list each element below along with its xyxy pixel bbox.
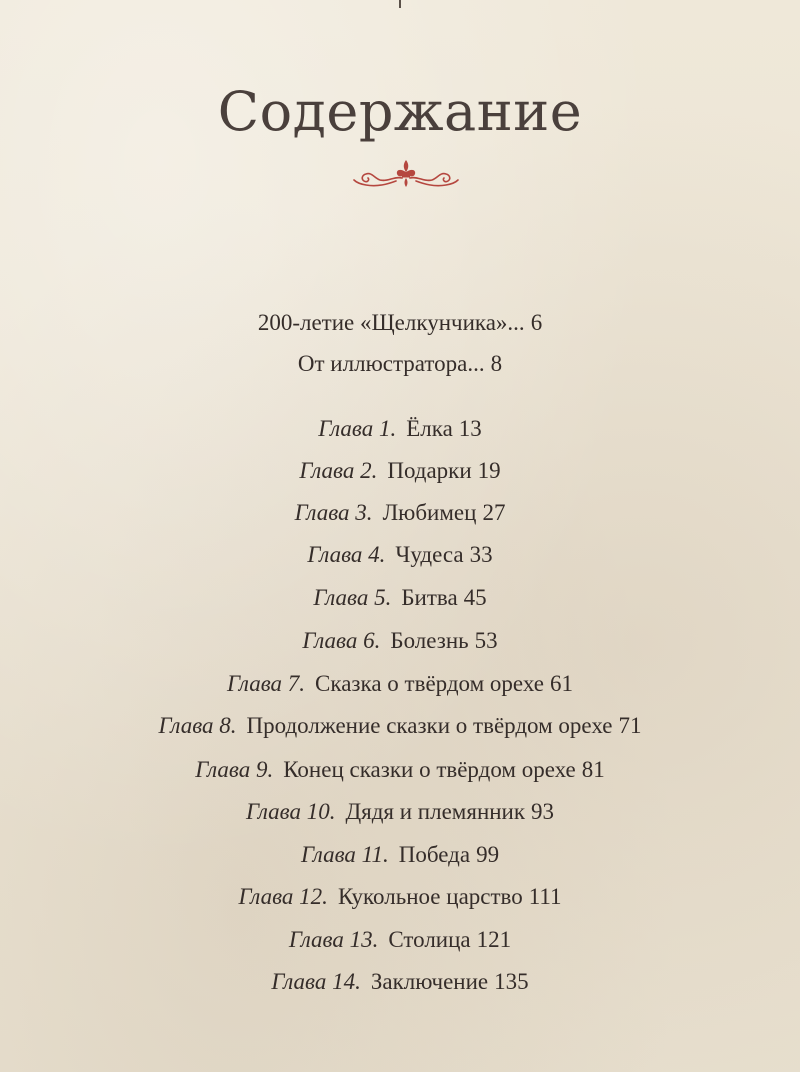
toc-entry-title: Продолжение сказки о твёрдом орехе bbox=[246, 713, 613, 738]
toc-entry-title: Кукольное царство bbox=[337, 884, 523, 909]
toc-entry-title: Подарки bbox=[387, 458, 472, 483]
toc-entry-title: Любимец bbox=[382, 500, 477, 525]
toc-chapter-number: Глава 13. bbox=[288, 927, 379, 952]
toc-entry-page: 19 bbox=[477, 458, 501, 483]
ornament-flourish-icon bbox=[350, 154, 462, 194]
toc-entry-title: От иллюстратора... bbox=[297, 351, 485, 376]
toc-entry-page: 61 bbox=[549, 671, 573, 696]
toc-entry-page: 81 bbox=[581, 757, 605, 782]
toc-chapter-number: Глава 5. bbox=[313, 585, 392, 610]
toc-entry-chapter-2 bbox=[0, 457, 800, 485]
toc-chapter-number: Глава 7. bbox=[227, 671, 306, 696]
top-mark bbox=[399, 0, 401, 8]
toc-entry-page: 27 bbox=[482, 500, 506, 525]
toc-entry-page: 99 bbox=[476, 842, 500, 867]
toc-chapter-number: Глава 12. bbox=[238, 884, 328, 909]
toc-chapter-number: Глава 11. bbox=[300, 842, 389, 867]
toc-entry-page: 13 bbox=[458, 416, 482, 441]
toc-entry-chapter-8 bbox=[0, 712, 800, 740]
toc-entry-page: 8 bbox=[490, 351, 503, 376]
toc-entry-title: 200-летие «Щелкунчика»... bbox=[257, 310, 525, 335]
toc-chapter-number: Глава 2. bbox=[299, 458, 378, 483]
toc-entry-title: Чудеса bbox=[395, 542, 464, 567]
toc-entry-chapter-9 bbox=[0, 756, 800, 784]
toc-chapter-number: Глава 14. bbox=[271, 969, 361, 994]
toc-chapter-number: Глава 6. bbox=[302, 628, 381, 653]
toc-entry-title: Битва bbox=[401, 585, 458, 610]
toc-entry-title: Ёлка bbox=[406, 416, 453, 441]
toc-entry-chapter-13 bbox=[0, 926, 800, 954]
toc-entry-title: Конец сказки о твёрдом орехе bbox=[283, 757, 576, 782]
page-title: Содержание bbox=[217, 80, 583, 143]
toc-chapter-number: Глава 4. bbox=[307, 542, 386, 567]
toc-entry-chapter-1 bbox=[0, 415, 800, 443]
toc-entry-illustrator bbox=[0, 350, 800, 378]
toc-entry-page: 45 bbox=[463, 585, 487, 610]
toc-entry-page: 121 bbox=[476, 927, 512, 952]
toc-entry-page: 111 bbox=[528, 884, 562, 909]
toc-entry-title: Заключение bbox=[370, 969, 489, 994]
toc-entry-title: Победа bbox=[398, 842, 471, 867]
toc-entry-page: 53 bbox=[474, 628, 498, 653]
toc-entry-chapter-4 bbox=[0, 541, 800, 569]
toc-entry-title: Столица bbox=[388, 927, 471, 952]
toc-entry-title: Болезнь bbox=[390, 628, 469, 653]
toc-chapter-number: Глава 9. bbox=[195, 757, 274, 782]
toc-entry-chapter-12 bbox=[0, 883, 800, 911]
toc-entry-page: 135 bbox=[494, 969, 529, 994]
toc-chapter-number: Глава 10. bbox=[245, 799, 336, 824]
toc-entry-chapter-11 bbox=[0, 841, 800, 869]
toc-entry-chapter-3 bbox=[0, 499, 800, 527]
toc-entry-chapter-10 bbox=[0, 798, 800, 826]
toc-chapter-number: Глава 1. bbox=[318, 416, 397, 441]
toc-chapter-number: Глава 3. bbox=[294, 500, 373, 525]
toc-entry-chapter-14 bbox=[0, 968, 800, 996]
toc-entry-title: Сказка о твёрдом орехе bbox=[315, 671, 544, 696]
toc-entry-chapter-5 bbox=[0, 584, 800, 612]
toc-entry-page: 71 bbox=[618, 713, 642, 738]
toc-entry-chapter-7 bbox=[0, 670, 800, 698]
toc-entry-title: Дядя и племянник bbox=[345, 799, 526, 824]
toc-entry-page: 6 bbox=[530, 310, 543, 335]
toc-entry-page: 33 bbox=[469, 542, 493, 567]
toc-entry-preface bbox=[0, 309, 800, 337]
toc-entry-page: 93 bbox=[531, 799, 555, 824]
toc-chapter-number: Глава 8. bbox=[158, 713, 237, 738]
toc-entry-chapter-6 bbox=[0, 627, 800, 655]
